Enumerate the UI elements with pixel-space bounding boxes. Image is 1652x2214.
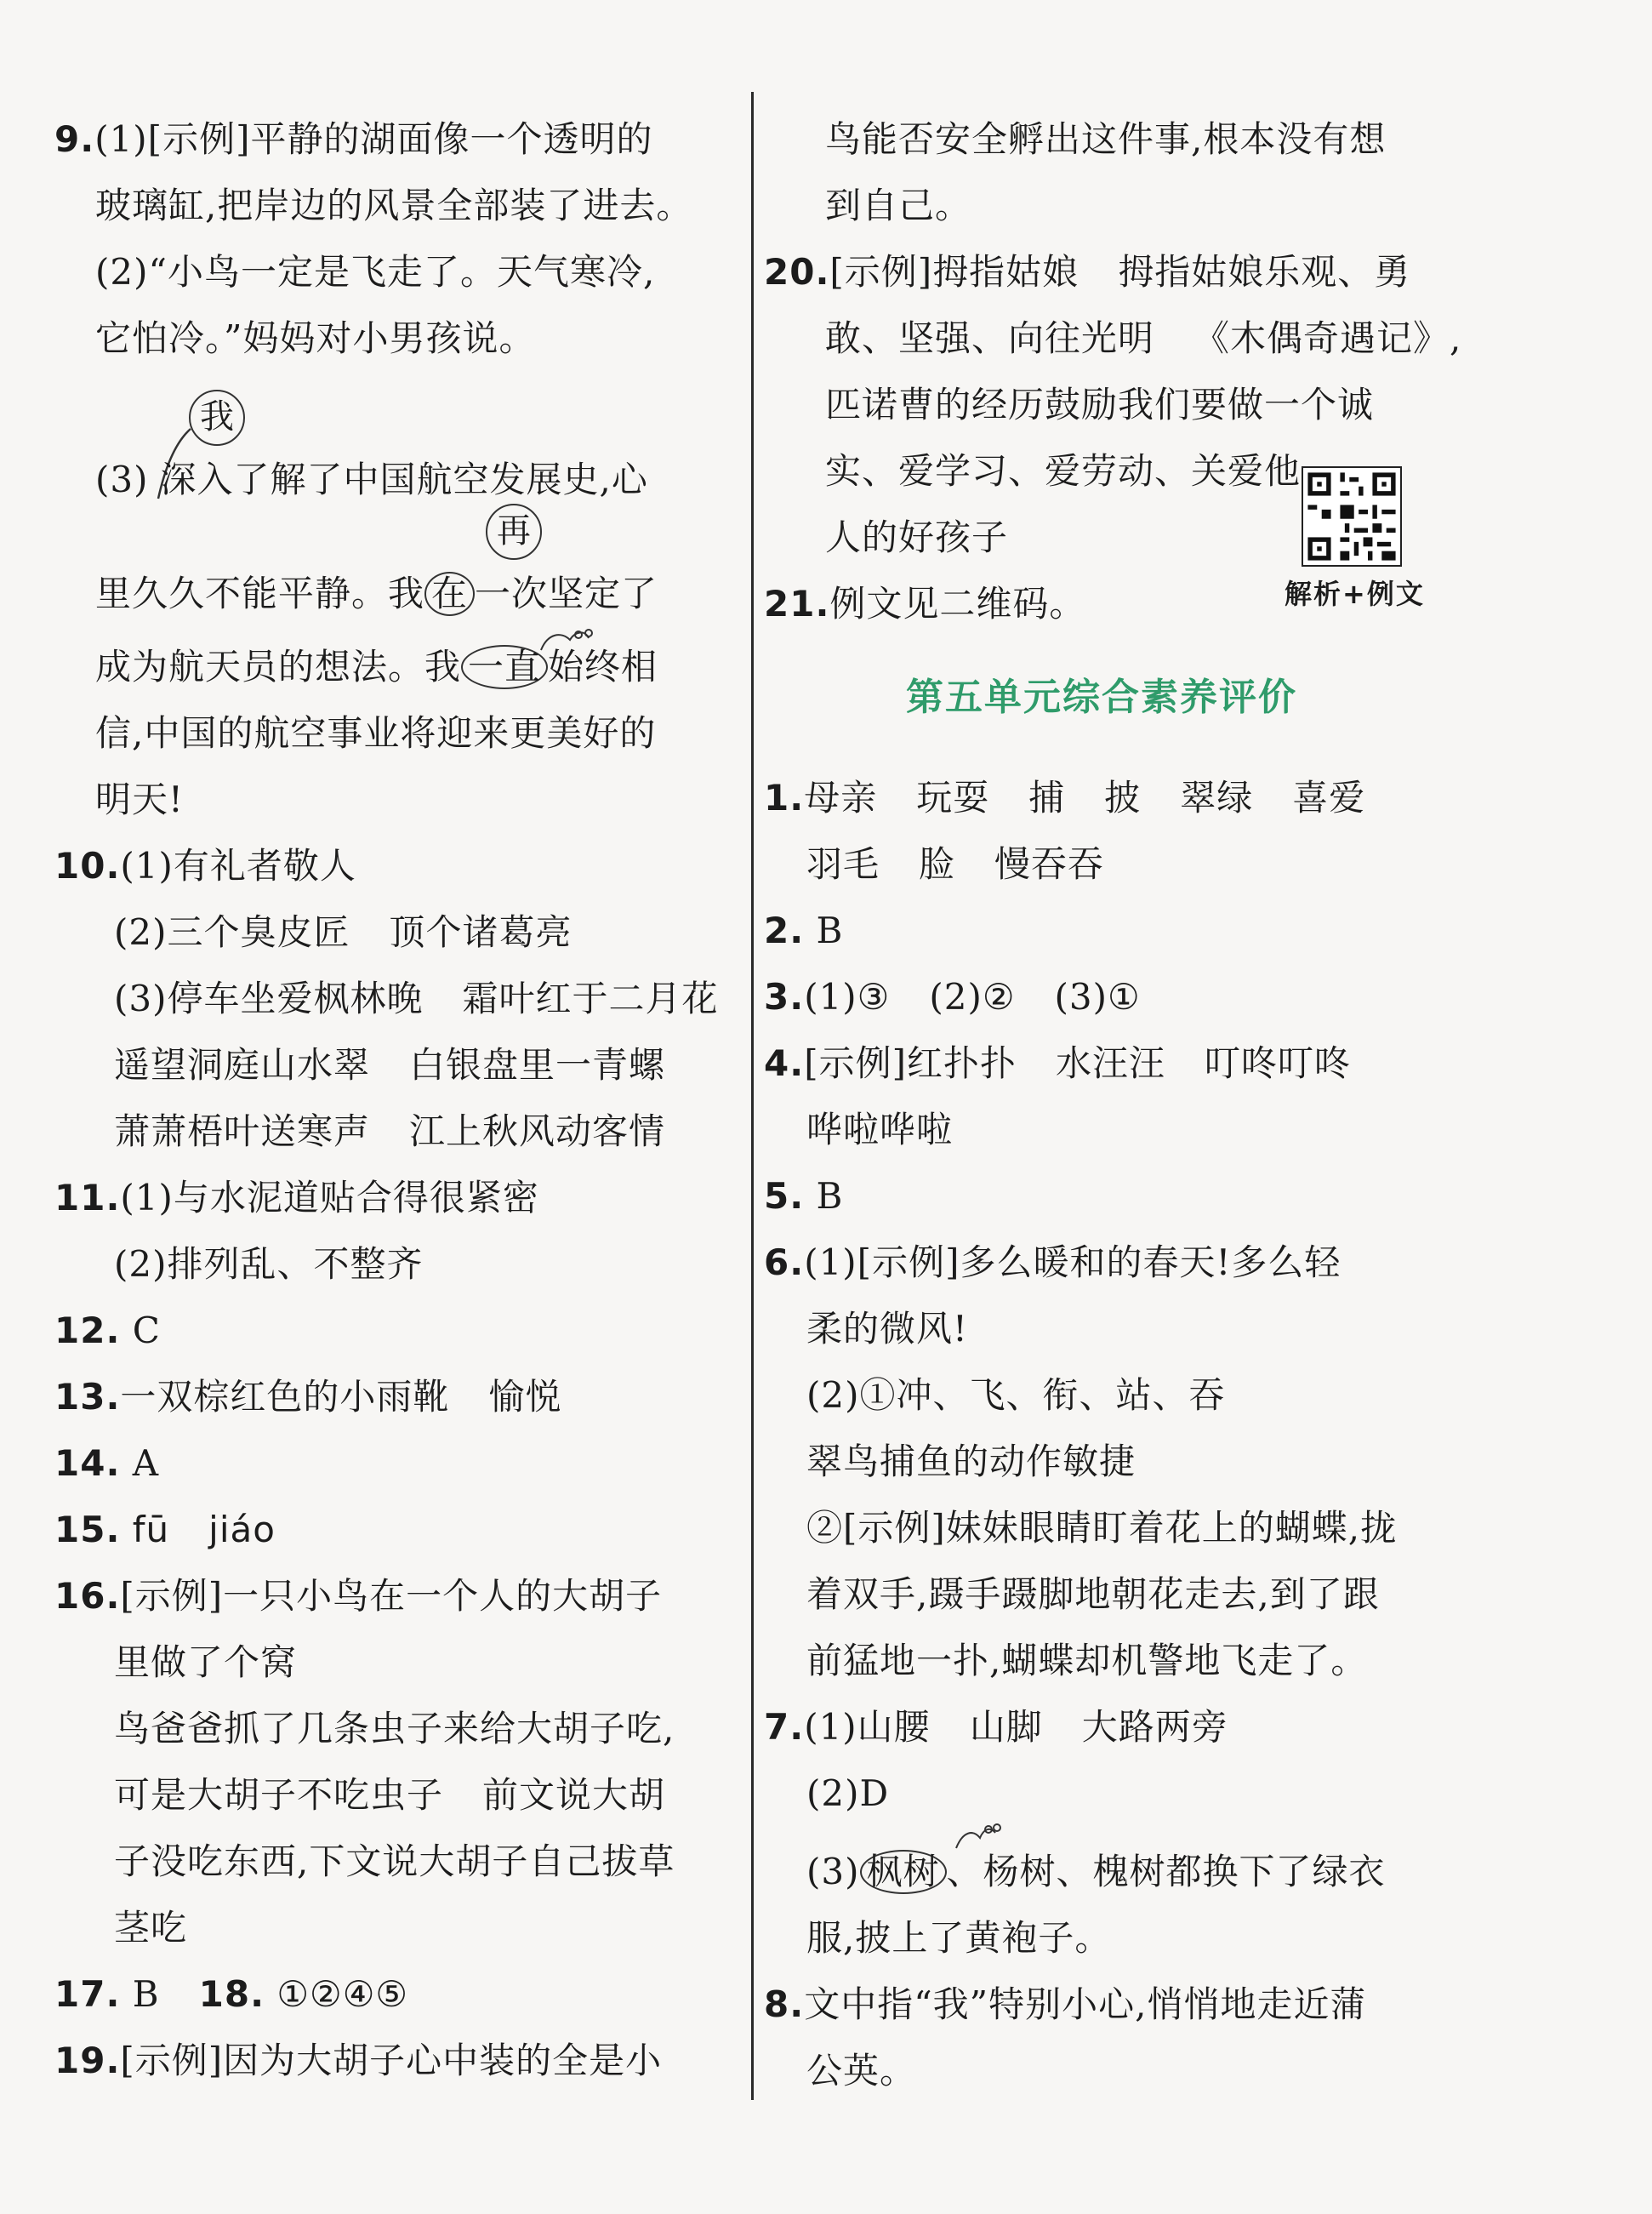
- r6-line-3: (2)①冲、飞、衔、站、吞: [806, 1374, 1226, 1416]
- circled-word-fengshu: 枫树: [860, 1850, 947, 1894]
- r1-line-2: 羽毛 脸 慢吞吞: [806, 843, 1105, 885]
- r4-line-1: 4.[示例]红扑扑 水汪汪 叮咚叮咚: [764, 1042, 1351, 1084]
- q20-line-5: 人的好孩子: [825, 516, 1009, 558]
- r2: 2. B: [764, 910, 844, 951]
- q14: 14. A: [54, 1442, 160, 1484]
- q10-line-4: 遥望洞庭山水翠 白银盘里一青螺: [114, 1044, 666, 1086]
- q9-line-7: 成为航天员的想法。我 一直 始终相: [95, 646, 658, 688]
- circled-word-yizhi: 一直: [461, 645, 548, 689]
- deletion-mark-icon-2: [953, 1823, 1004, 1852]
- q20-line-3: 匹诺曹的经历鼓励我们要做一个诚: [825, 384, 1375, 425]
- q19-line-1: 19.[示例]因为大胡子心中装的全是小: [54, 2040, 663, 2081]
- q11-line-2: (2)排列乱、不整齐: [114, 1243, 424, 1285]
- qr-code-icon[interactable]: [1302, 466, 1402, 567]
- q9-line-3: (2)“小鸟一定是飞走了。天气寒冷,: [95, 251, 656, 293]
- r7-line-1: 7.(1)山腰 山脚 大路两旁: [764, 1706, 1228, 1748]
- r6-line-5: ②[示例]妹妹眼睛盯着花上的蝴蝶,拢: [806, 1507, 1398, 1549]
- q9-line-6: 里久久不能平静。我 在 一次坚定了: [95, 573, 658, 614]
- insertion-mark-zai: 再: [486, 504, 542, 560]
- unit-title: 第五单元综合素养评价: [906, 676, 1297, 719]
- q16-line-5: 子没吃东西,下文说大胡子自己拔草: [114, 1840, 675, 1882]
- q11-line-1: 11.(1)与水泥道贴合得很紧密: [54, 1177, 539, 1218]
- q19-line-3: 到自己。: [825, 185, 972, 226]
- q10-line-3: (3)停车坐爱枫林晚 霜叶红于二月花: [114, 978, 719, 1019]
- q19-line-2: 鸟能否安全孵出这件事,根本没有想: [825, 118, 1387, 160]
- q16-line-6: 茎吃: [114, 1907, 188, 1949]
- q10-line-5: 萧萧梧叶送寒声 江上秋风动客情: [114, 1110, 666, 1152]
- circled-word-zai: 在: [424, 572, 475, 616]
- q16-line-3: 鸟爸爸抓了几条虫子来给大胡子吃,: [114, 1708, 675, 1749]
- r8-line-1: 8.文中指“我”特别小心,悄悄地走近蒲: [764, 1983, 1367, 2025]
- column-divider: [751, 92, 754, 2100]
- r6-line-1: 6.(1)[示例]多么暖和的春天!多么轻: [764, 1241, 1342, 1283]
- q12: 12. C: [54, 1310, 161, 1351]
- r6-line-7: 前猛地一扑,蝴蝶却机警地飞走了。: [806, 1640, 1368, 1681]
- qr-label: 解析+例文: [1285, 578, 1425, 610]
- r5: 5. B: [764, 1175, 844, 1217]
- r6-line-4: 翠鸟捕鱼的动作敏捷: [806, 1441, 1136, 1482]
- q16-line-1: 16.[示例]一只小鸟在一个人的大胡子: [54, 1575, 663, 1617]
- insertion-mark-wo: 我: [189, 390, 245, 446]
- q10-line-1: 10.(1)有礼者敬人: [54, 845, 356, 887]
- q21: 21.例文见二维码。: [764, 583, 1086, 625]
- q9-line-9: 明天!: [95, 779, 184, 820]
- q20-line-1: 20.[示例]拇指姑娘 拇指姑娘乐观、勇: [764, 251, 1411, 293]
- q9-line-1: 9.(1)[示例]平静的湖面像一个透明的: [54, 118, 653, 160]
- r7-line-2: (2)D: [806, 1772, 890, 1814]
- q15: 15. fū jiáo: [54, 1509, 276, 1550]
- r1-line-1: 1.母亲 玩耍 捕 披 翠绿 喜爱: [764, 777, 1366, 819]
- r6-line-2: 柔的微风!: [806, 1308, 968, 1350]
- r7-line-3: (3) 枫树 、杨树、槐树都换下了绿衣: [806, 1851, 1386, 1892]
- q20-line-4: 实、爱学习、爱劳动、关爱他: [825, 450, 1302, 492]
- q9-line-8: 信,中国的航空事业将迎来更美好的: [95, 712, 657, 754]
- qr-pattern-icon: [1303, 468, 1400, 565]
- q10-line-2: (2)三个臭皮匠 顶个诸葛亮: [114, 911, 573, 953]
- r6-line-6: 着双手,蹑手蹑脚地朝花走去,到了跟: [806, 1573, 1380, 1615]
- q13: 13.一双棕红色的小雨靴 愉悦: [54, 1376, 562, 1418]
- q20-line-2: 敢、坚强、向往光明 《木偶奇遇记》,: [825, 317, 1462, 359]
- q9-line-4: 它怕冷。”妈妈对小男孩说。: [95, 317, 536, 359]
- r3: 3.(1)③ (2)② (3)①: [764, 976, 1141, 1018]
- q9-line-2: 玻璃缸,把岸边的风景全部装了进去。: [95, 185, 693, 226]
- q16-line-4: 可是大胡子不吃虫子 前文说大胡: [114, 1774, 666, 1816]
- r8-line-2: 公英。: [806, 2050, 917, 2091]
- q9-line-5: (3) 深入了解了中国航空发展史,心: [95, 459, 648, 500]
- r7-line-4: 服,披上了黄袍子。: [806, 1917, 1112, 1959]
- q17-q18: 17. B 18. ①②④⑤: [54, 1973, 409, 2015]
- r4-line-2: 哗啦哗啦: [806, 1109, 954, 1150]
- q16-line-2: 里做了个窝: [114, 1641, 298, 1683]
